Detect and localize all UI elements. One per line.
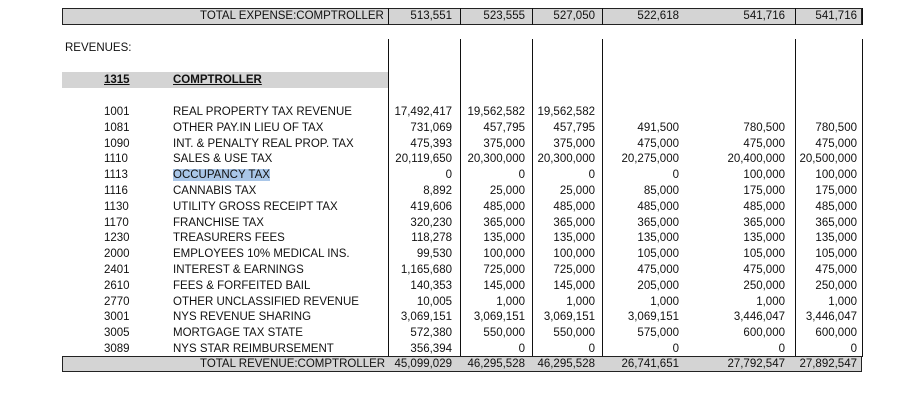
row-value: 19,562,582 [537, 106, 595, 118]
row-value: 780,500 [743, 122, 785, 134]
row-name: EMPLOYEES 10% MEDICAL INS. [173, 248, 350, 260]
row-value: 475,000 [815, 138, 857, 150]
row-name: OTHER PAY.IN LIEU OF TAX [173, 122, 324, 134]
row-code: 1001 [104, 106, 130, 118]
row-value: 3,069,151 [627, 311, 679, 323]
row-value: 1,165,680 [400, 264, 452, 276]
row-value: 1,000 [756, 296, 785, 308]
row-code: 1081 [104, 122, 130, 134]
row-value: 375,000 [553, 138, 595, 150]
row-code: 1116 [104, 185, 128, 197]
row-value: 135,000 [743, 232, 785, 244]
row-name: NYS STAR REIMBURSEMENT [173, 343, 334, 355]
revenue-total-value: 26,741,651 [621, 358, 679, 370]
row-code: 1130 [104, 201, 129, 213]
row-code: 1110 [104, 153, 128, 165]
row-value: 365,000 [743, 217, 785, 229]
row-code: 2770 [104, 296, 130, 308]
row-value: 365,000 [553, 217, 595, 229]
row-name: INT. & PENALTY REAL PROP. TAX [173, 138, 354, 150]
row-value: 100,000 [553, 248, 595, 260]
row-value: 20,119,650 [395, 153, 452, 165]
row-value: 491,500 [637, 122, 679, 134]
row-value: 365,000 [637, 217, 679, 229]
row-value: 135,000 [637, 232, 679, 244]
column-divider [532, 8, 533, 25]
department-code: 1315 [104, 74, 130, 86]
column-divider [460, 39, 461, 357]
row-code: 2401 [104, 264, 130, 276]
row-name: FEES & FORFEITED BAIL [173, 280, 311, 292]
row-value: 356,394 [410, 343, 452, 355]
row-value: 550,000 [553, 327, 595, 339]
row-value: 485,000 [483, 201, 525, 213]
row-value: 20,400,000 [727, 153, 785, 165]
row-value: 365,000 [815, 217, 857, 229]
row-name: UTILITY GROSS RECEIPT TAX [173, 201, 338, 213]
row-name: NYS REVENUE SHARING [173, 311, 312, 323]
row-name: TREASURERS FEES [173, 232, 285, 244]
row-value: 20,275,000 [621, 153, 679, 165]
row-code: 3001 [104, 311, 130, 323]
row-value: 550,000 [483, 327, 525, 339]
row-value: 100,000 [815, 169, 857, 181]
expense-total-value: 527,050 [553, 10, 595, 22]
row-value: 0 [672, 169, 679, 181]
row-value: 20,500,000 [799, 153, 857, 165]
row-value: 85,000 [643, 185, 679, 197]
column-divider [862, 39, 863, 357]
row-value: 25,000 [489, 185, 525, 197]
expense-total-value: 541,716 [815, 10, 857, 22]
expense-total-value: 522,618 [637, 10, 679, 22]
row-value: 0 [778, 343, 785, 355]
row-code: 2610 [104, 280, 130, 292]
department-name: COMPTROLLER [173, 74, 262, 86]
column-divider [795, 39, 796, 357]
row-value: 25,000 [559, 185, 595, 197]
row-code: 1113 [104, 169, 128, 181]
row-name: REAL PROPERTY TAX REVENUE [173, 106, 352, 118]
row-value: 475,000 [743, 264, 785, 276]
row-value: 0 [588, 343, 595, 355]
expense-total-value: 541,716 [743, 10, 785, 22]
row-value: 135,000 [553, 232, 595, 244]
row-value: 175,000 [815, 185, 857, 197]
row-value: 600,000 [815, 327, 857, 339]
row-value: 320,230 [410, 217, 452, 229]
row-value: 17,492,417 [394, 106, 452, 118]
row-value: 175,000 [743, 185, 785, 197]
row-name: OTHER UNCLASSIFIED REVENUE [173, 296, 359, 308]
row-value: 105,000 [637, 248, 679, 260]
row-value: 19,562,582 [467, 106, 525, 118]
row-name: CANNABIS TAX [173, 185, 257, 197]
row-value: 3,446,047 [733, 311, 785, 323]
row-value: 3,069,151 [473, 311, 525, 323]
row-value: 475,000 [637, 138, 679, 150]
row-value: 0 [672, 343, 679, 355]
expense-total-value: 523,555 [483, 10, 525, 22]
revenue-total-value: 46,295,528 [537, 358, 595, 370]
row-code: 1170 [104, 217, 129, 229]
row-name: INTEREST & EARNINGS [173, 264, 304, 276]
row-code: 3005 [104, 327, 130, 339]
revenue-total-value: 27,892,547 [799, 358, 857, 370]
column-divider [532, 39, 533, 357]
row-code: 1090 [104, 138, 130, 150]
row-value: 1,000 [496, 296, 525, 308]
column-divider [388, 39, 389, 357]
row-code: 2000 [104, 248, 130, 260]
row-value: 475,000 [743, 138, 785, 150]
row-value: 0 [445, 169, 452, 181]
row-value: 0 [850, 343, 857, 355]
row-value: 1,000 [650, 296, 679, 308]
row-value: 100,000 [483, 248, 525, 260]
row-value: 365,000 [483, 217, 525, 229]
row-value: 475,000 [637, 264, 679, 276]
row-code: 1230 [104, 232, 130, 244]
expense-total-label: TOTAL EXPENSE:COMPTROLLER [200, 10, 384, 22]
row-value: 475,393 [410, 138, 452, 150]
row-value: 20,300,000 [467, 153, 525, 165]
section-label: REVENUES: [65, 42, 132, 54]
row-name: MORTGAGE TAX STATE [173, 327, 303, 339]
row-code: 3089 [104, 343, 130, 355]
row-value: 250,000 [743, 280, 785, 292]
row-value: 20,300,000 [537, 153, 595, 165]
row-value: 145,000 [483, 280, 525, 292]
row-value: 3,069,151 [400, 311, 452, 323]
row-value: 3,069,151 [543, 311, 595, 323]
row-value: 572,380 [410, 327, 452, 339]
column-divider [602, 8, 603, 25]
row-name: SALES & USE TAX [173, 153, 273, 165]
row-value: 140,353 [410, 280, 452, 292]
column-divider [460, 8, 461, 25]
row-value: 725,000 [553, 264, 595, 276]
row-value: 375,000 [483, 138, 525, 150]
column-divider [795, 8, 796, 25]
row-value: 250,000 [815, 280, 857, 292]
revenue-total-value: 46,295,528 [467, 358, 525, 370]
row-value: 485,000 [815, 201, 857, 213]
row-value: 135,000 [815, 232, 857, 244]
row-value: 105,000 [743, 248, 785, 260]
row-value: 10,005 [416, 296, 452, 308]
row-value: 600,000 [743, 327, 785, 339]
expense-total-value: 513,551 [410, 10, 452, 22]
row-value: 457,795 [553, 122, 595, 134]
column-divider [388, 8, 389, 25]
row-value: 1,000 [828, 296, 857, 308]
row-value: 105,000 [815, 248, 857, 260]
row-value: 485,000 [743, 201, 785, 213]
row-value: 731,069 [410, 122, 452, 134]
row-value: 3,446,047 [805, 311, 857, 323]
row-name: FRANCHISE TAX [173, 217, 264, 229]
row-value: 780,500 [815, 122, 857, 134]
row-value: 145,000 [553, 280, 595, 292]
row-value: 100,000 [743, 169, 785, 181]
row-value: 575,000 [637, 327, 679, 339]
row-value: 725,000 [483, 264, 525, 276]
row-value: 1,000 [566, 296, 595, 308]
row-value: 0 [518, 343, 525, 355]
column-divider [862, 8, 863, 25]
revenue-total-value: 27,792,547 [727, 358, 785, 370]
row-value: 0 [518, 169, 525, 181]
row-value: 135,000 [483, 232, 525, 244]
revenue-total-label: TOTAL REVENUE:COMPTROLLER [200, 358, 386, 370]
row-value: 485,000 [553, 201, 595, 213]
row-value: 99,530 [416, 248, 452, 260]
revenue-total-value: 45,099,029 [394, 358, 452, 370]
row-value: 485,000 [637, 201, 679, 213]
row-value: 8,892 [423, 185, 452, 197]
row-value: 475,000 [815, 264, 857, 276]
row-name: OCCUPANCY TAX [173, 169, 270, 181]
row-value: 205,000 [637, 280, 679, 292]
column-divider [602, 39, 603, 357]
row-value: 457,795 [483, 122, 525, 134]
row-value: 419,606 [410, 201, 452, 213]
row-value: 0 [588, 169, 595, 181]
row-value: 118,278 [411, 232, 452, 244]
